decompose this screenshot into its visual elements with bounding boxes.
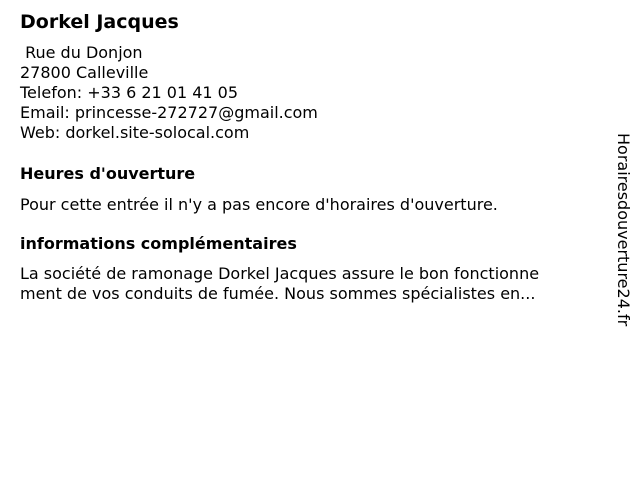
street-address: Rue du Donjon [20, 43, 143, 62]
site-watermark-label: Horairesdouverture24.fr [614, 133, 633, 327]
opening-hours-heading: Heures d'ouverture [20, 164, 196, 183]
city-postal-code: 27800 Calleville [20, 63, 149, 82]
email-address: Email: princesse-272727@gmail.com [20, 103, 318, 122]
business-contact-block [20, 43, 318, 143]
website-address: Web: dorkel.site-solocal.com [20, 123, 250, 142]
business-name: Dorkel Jacques [20, 11, 179, 33]
additional-info-heading: informations complémentaires [20, 234, 297, 253]
additional-info-line-1: La société de ramonage Dorkel Jacques assure le bon fonctionne [20, 264, 540, 283]
phone-number: Telefon: +33 6 21 01 41 05 [20, 83, 239, 102]
additional-info-text [20, 264, 539, 304]
additional-info-line-2: ment de vos conduits de fumée. Nous sommes spécialistes en... [20, 284, 536, 303]
opening-hours-text: Pour cette entrée il n'y a pas encore d'horaires d'ouverture. [20, 195, 498, 214]
